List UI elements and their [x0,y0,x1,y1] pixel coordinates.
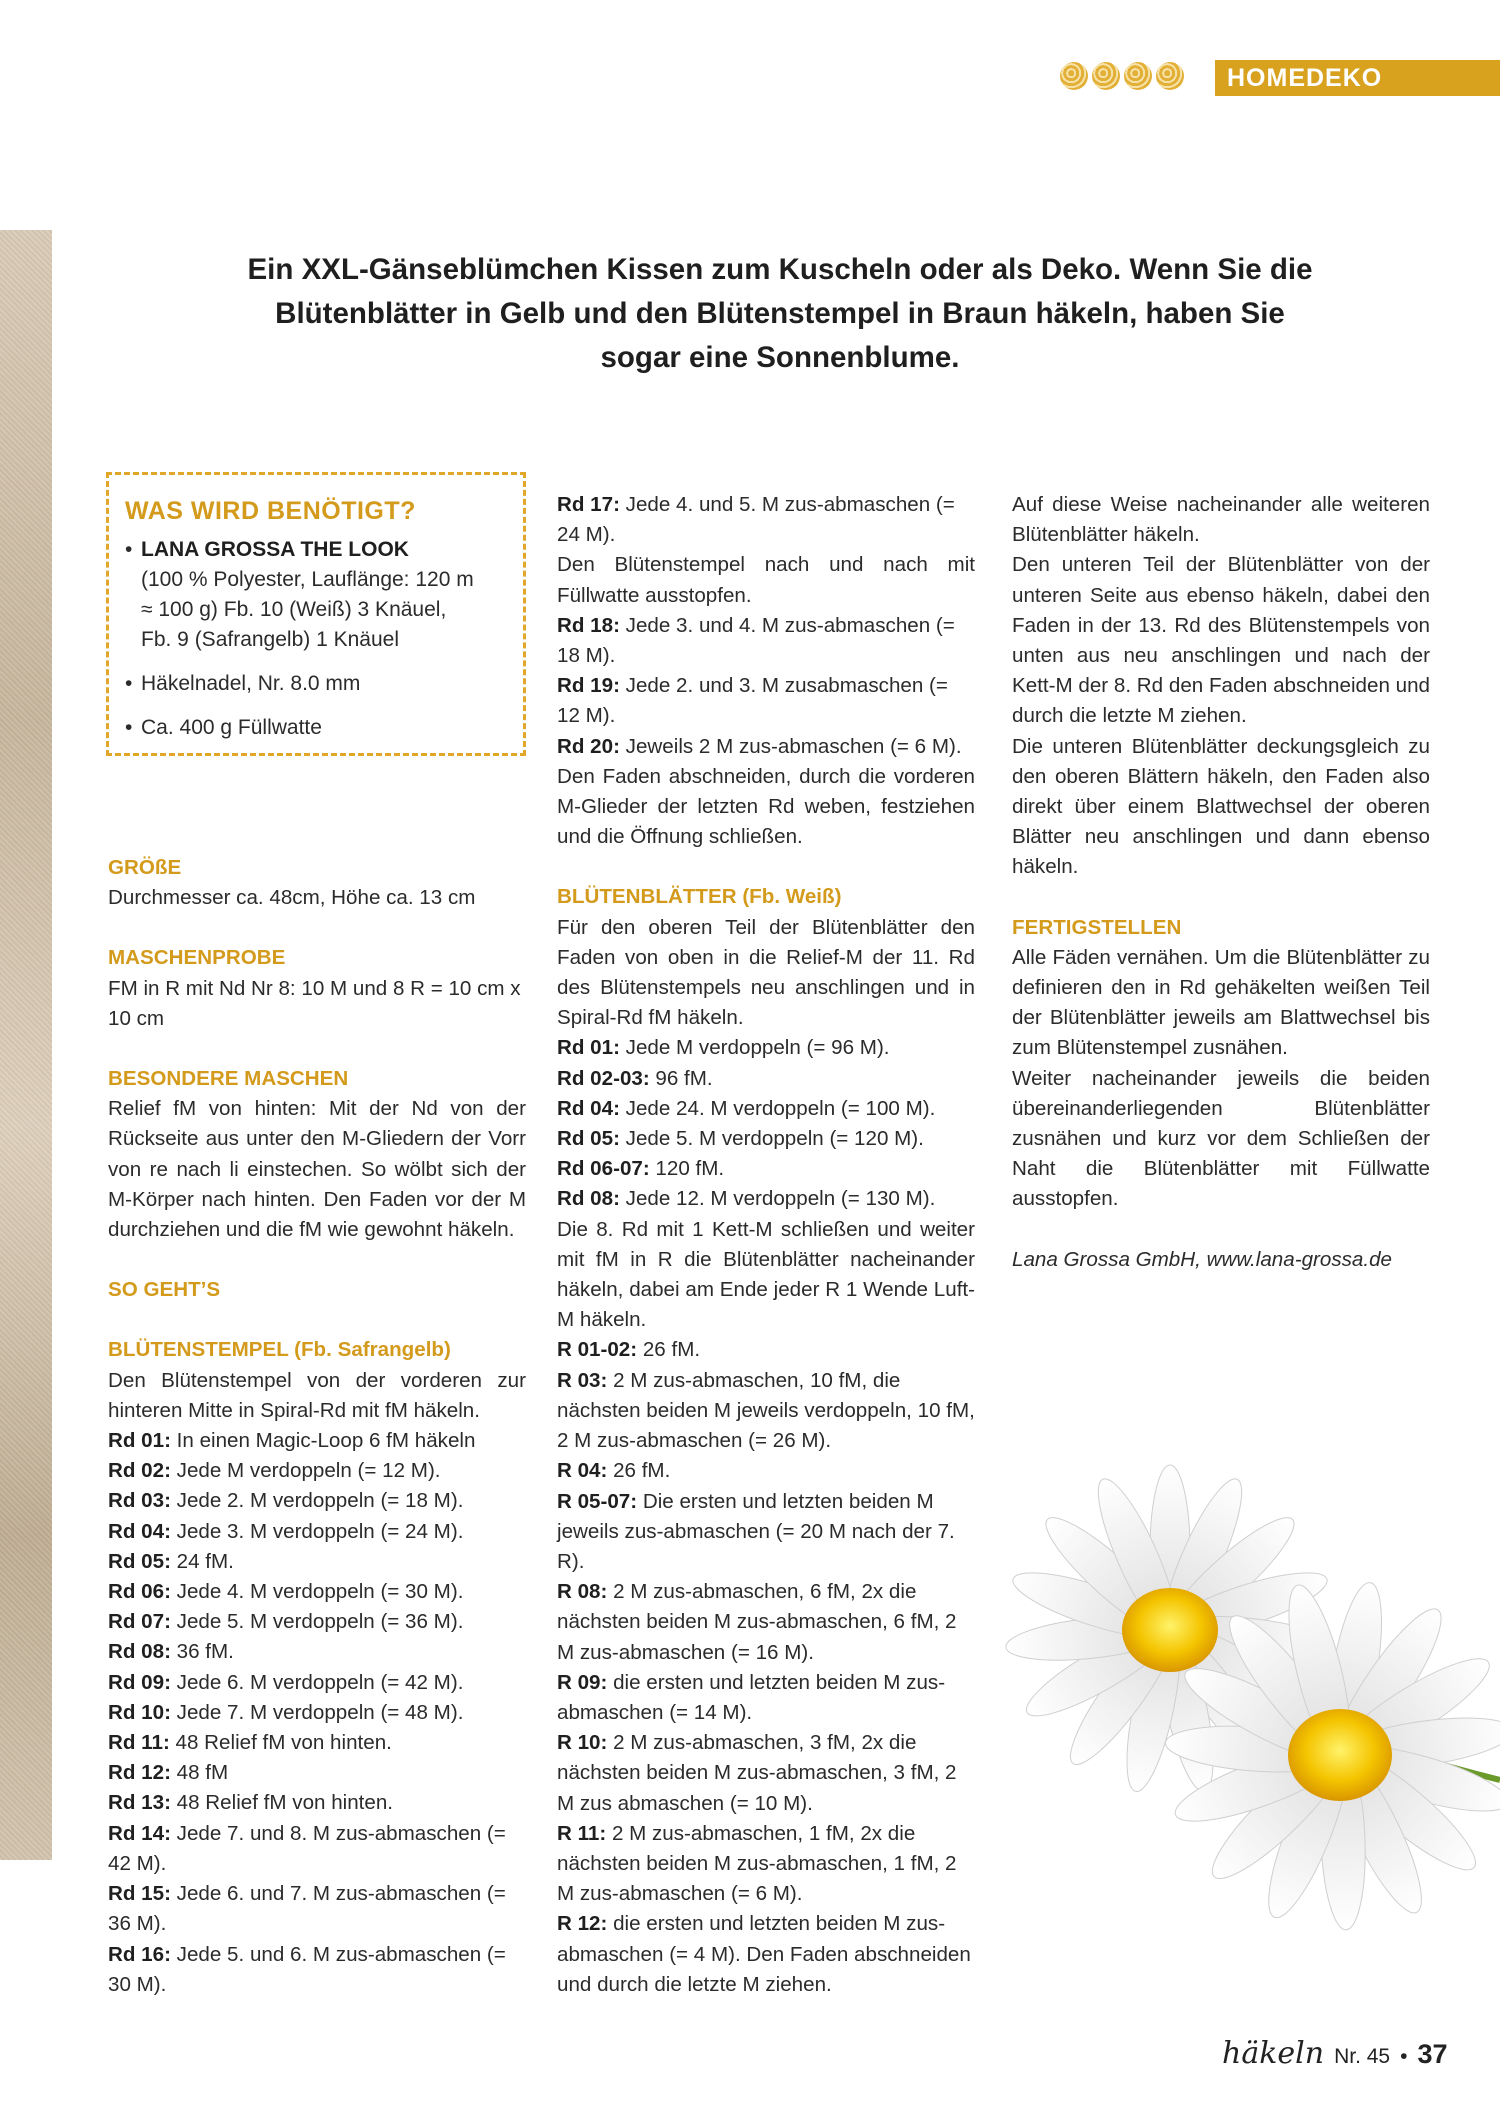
magazine-name: häkeln [1222,2036,1325,2071]
round-20 [557,732,975,762]
round-text: 26 fM. [637,1338,701,1362]
round-text: 48 Relief fM von hinten. [169,1731,392,1755]
round-row [557,1819,975,1910]
round-text: Jede 3. M verdoppeln (= 24 M). [170,1519,464,1543]
round-row [557,1668,975,1728]
round-row [108,1879,526,1939]
yarn-detail: ≈ 100 g) Fb. 10 (Weiß) 3 Knäuel, [141,598,447,621]
round-label: Rd 05: [108,1549,171,1573]
round-row [108,1940,526,2000]
intro-line: Ein XXL-Gänseblümchen Kissen zum Kuscheln oder als Deko. Wenn Sie die [247,253,1313,286]
round-label: R 05-07: [557,1489,638,1513]
intro-line: Blütenblätter in Gelb und den Blütenstempel in Braun häkeln, haben Sie [275,297,1285,330]
round-text: Jede 4. und 5. M zus-abmaschen (= 24 M). [557,493,955,547]
heading-gauge: MASCHENPROBE [108,946,286,970]
yarn-detail: Fb. 9 (Safrangelb) 1 Knäuel [141,628,399,651]
round-text: 48 fM [170,1761,229,1785]
round-label: Rd 18: [557,613,620,637]
round-text: Jede M verdoppeln (= 96 M). [619,1036,890,1060]
round-text: Jede 3. und 4. M zus-abmaschen (= 18 M). [557,613,955,668]
petal-rounds [557,1033,975,1214]
heading-special-stitches: BESONDERE MASCHEN [108,1067,349,1091]
page-number: 37 [1417,2039,1448,2069]
round-row [108,1517,526,1547]
round-label: Rd 03: [108,1489,171,1513]
round-label: Rd 07: [108,1610,171,1634]
round-row [557,1728,975,1819]
round-label: Rd 15: [108,1882,171,1906]
round-text: Jede 2. und 3. M zusabmaschen (= 12 M). [557,674,948,728]
round-row [557,1094,975,1124]
gauge-text: FM in R mit Nd Nr 8: 10 M und 8 R = 10 cm x 10 cm [108,976,521,1030]
round-text: In einen Magic-Loop 6 fM häkeln [170,1429,476,1453]
round-label: Rd 05: [557,1127,620,1151]
round-19 [557,671,975,731]
yarn-ball-icon [1092,62,1120,90]
round-row [108,1607,526,1637]
credit-line: Lana Grossa GmbH, www.lana-grossa.de [1012,1247,1393,1271]
pistil-rows [108,1426,526,2000]
fabric-photo [0,230,52,1860]
yarn-name: LANA GROSSA THE LOOK [141,538,409,561]
page-footer [1222,2036,1448,2071]
round-text: Jede 6. M verdoppeln (= 42 M). [170,1670,464,1694]
materials-item-filling: • Ca. 400 g Füllwatte [125,713,509,743]
yarn-ball-icon [1124,62,1152,90]
round-row [557,1909,975,2000]
petals-align: Die unteren Blütenblätter deckungsgleich zu den oberen Blättern häkeln, den Faden also direkt über einem Blattwechsel der oberen Blätter neu anschlingen und dann ebenso häkeln. [1012,734,1430,879]
round-label: R 11: [557,1821,607,1845]
heading-finishing: FERTIGSTELLEN [1012,915,1182,939]
column-2 [557,490,975,2000]
round-label: R 03: [557,1368,608,1392]
intro-line: sogar eine Sonnenblume. [600,341,960,374]
pistil-intro: Den Blütenstempel von der vorderen zur hinteren Mitte in Spiral-Rd mit fM häkeln. [108,1368,526,1422]
round-label: Rd 08: [108,1640,171,1664]
finishing-text-2: Weiter nacheinander jeweils die beiden übereinanderliegenden Blütenblätter zusnähen und kurz vor dem Schließen der Naht die Blütenblätter mit Füllwatte ausstopfen. [1012,1066,1430,1211]
round-row [557,1456,975,1486]
round-row [557,1124,975,1154]
round-label: Rd 01: [557,1036,620,1060]
round-text: Jede 12. M verdoppeln (= 130 M). [619,1187,936,1211]
round-row [557,1487,975,1578]
round-row [108,1668,526,1698]
round-text: Jede 5. M verdoppeln (= 36 M). [170,1610,464,1634]
round-text: Jeweils 2 M zus-abmaschen (= 6 M). [619,734,962,758]
yarn-ball-icon [1060,62,1088,90]
round-row [108,1788,526,1818]
round-18 [557,611,975,671]
round-label: Rd 17: [557,493,620,516]
special-stitches-text: Relief fM von hinten: Mit der Nd von der Rückseite aus unter den M-Gliedern der Vorr von re nach li einstechen. So wölbt sich der M-Körper nach hinten. Den Faden vor der M durchziehen und die fM wie gewohnt häkeln. [108,1097,526,1242]
round-label: Rd 10: [108,1700,171,1724]
round-label: Rd 06-07: [557,1157,650,1181]
round-row [108,1758,526,1788]
round-row [108,1728,526,1758]
round-row [557,1366,975,1457]
materials-title: WAS WIRD BENÖTIGT? [125,497,416,525]
round-row [108,1819,526,1879]
round-text: 26 fM. [607,1459,671,1483]
round-label: Rd 02-03: [557,1066,650,1090]
round-row [108,1637,526,1667]
petals-intro: Für den oberen Teil der Blütenblätter den Faden von oben in die Relief-M der 11. Rd des Blütenstempels neu anschlingen und in Spiral-Rd fM häkeln. [557,915,975,1030]
round-text: Jede M verdoppeln (= 12 M). [170,1459,441,1483]
round-label: Rd 01: [108,1429,171,1453]
round-label: Rd 09: [108,1670,171,1694]
round-label: Rd 19: [557,674,620,698]
round-row [108,1547,526,1577]
round-text: 48 Relief fM von hinten. [170,1791,394,1815]
round-text: Jede 6. und 7. M zus-abmaschen (= 36 M). [108,1882,506,1936]
materials-item-hook: • Häkelnadel, Nr. 8.0 mm [125,669,509,699]
round-text: Jede 5. und 6. M zus-abmaschen (= 30 M). [108,1942,506,1996]
round-label: Rd 11: [108,1731,170,1755]
size-text: Durchmesser ca. 48cm, Höhe ca. 13 cm [108,886,476,910]
petals-lower: Den unteren Teil der Blütenblätter von der unteren Seite aus ebenso häkeln, dabei den Faden in der 13. Rd des Blütenstempels von unten aus neu anschlingen und nach der Kett-M der 8. Rd den Faden abschneiden und durch die letzte M ziehen. [1012,553,1430,728]
round-text: Jede 5. M verdoppeln (= 120 M). [619,1127,924,1151]
round-label: Rd 04: [557,1096,620,1120]
heading-pistil: BLÜTENSTEMPEL (Fb. Safrangelb) [108,1338,451,1362]
round-text: 2 M zus-abmaschen, 3 fM, 2x die nächsten beiden M zus-abmaschen, 3 fM, 2 M zus abmaschen (= 10 M). [557,1731,957,1815]
round-row [108,1698,526,1728]
round-text: Jede 7. und 8. M zus-abmaschen (= 42 M). [108,1821,506,1875]
round-row [557,1184,975,1214]
yarn-balls-logo [1060,62,1184,90]
round-text: die ersten und letzten beiden M zus-abmaschen (= 4 M). Den Faden abschneiden und durch die letzte M ziehen. [557,1912,971,1996]
column-1 [108,853,526,2000]
issue-number: Nr. 45 [1334,2045,1391,2068]
round-text: Jede 4. M verdoppeln (= 30 M). [170,1580,464,1604]
round-row [108,1456,526,1486]
round-label: Rd 08: [557,1187,620,1211]
round-label: R 12: [557,1912,608,1936]
round-text: 24 fM. [170,1549,234,1573]
footer-bullet: • [1400,2045,1408,2068]
finish-pistil-note: Den Faden abschneiden, durch die vorderen M-Glieder der letzten Rd weben, festziehen und die Öffnung schließen. [557,764,975,849]
round-text: 120 fM. [649,1157,725,1181]
round-row [108,1426,526,1456]
round-label: R 08: [557,1580,608,1604]
round-text: Jede 2. M verdoppeln (= 18 M). [170,1489,464,1513]
column-3 [1012,490,1430,1275]
petals-row-note: Die 8. Rd mit 1 Kett-M schließen und weiter mit fM in R die Blütenblätter nacheinander häkeln, dabei am Ende jeder R 1 Wende Luft-M häkeln. [557,1217,975,1332]
round-label: Rd 06: [108,1580,171,1604]
petals-repeat: Auf diese Weise nacheinander alle weiteren Blütenblätter häkeln. [1012,493,1430,547]
round-row [557,1064,975,1094]
round-row [557,1033,975,1063]
stuffing-note: Den Blütenstempel nach und nach mit Füllwatte ausstopfen. [557,553,975,607]
intro-text [230,248,1330,380]
materials-item-yarn [125,535,509,655]
round-label: Rd 12: [108,1761,171,1785]
round-label: R 04: [557,1459,608,1483]
yarn-detail: (100 % Polyester, Lauflänge: 120 m [141,568,474,591]
round-text: 2 M zus-abmaschen, 10 fM, die nächsten beiden M jeweils verdoppeln, 10 fM, 2 M zus-abmaschen (= 26 M). [557,1368,975,1453]
daisy-illustration [1000,1400,1500,1940]
round-label: Rd 16: [108,1942,171,1966]
round-17 [557,490,975,550]
heading-size: GRÖßE [108,856,182,879]
round-label: Rd 14: [108,1821,171,1845]
round-row [557,1154,975,1184]
round-row [557,1577,975,1668]
round-label: Rd 02: [108,1459,171,1483]
round-text: 2 M zus-abmaschen, 1 fM, 2x die nächsten beiden M zus-abmaschen, 1 fM, 2 M zus-abmaschen (= 6 M). [557,1821,957,1906]
round-text: die ersten und letzten beiden M zus-abmaschen (= 14 M). [557,1670,946,1724]
round-label: Rd 04: [108,1519,171,1543]
round-row [108,1486,526,1516]
heading-instructions: SO GEHT’S [108,1278,221,1302]
round-text: Jede 7. M verdoppeln (= 48 M). [170,1700,464,1724]
round-row [108,1577,526,1607]
finishing-text-1: Alle Fäden vernähen. Um die Blütenblätter zu definieren den in Rd gehäkelten weißen Teil der Blütenblätter jeweils am Blattwechsel bis zum Blütenstempel zusnähen. [1012,945,1430,1060]
round-label: R 09: [557,1670,608,1694]
round-label: Rd 20: [557,734,620,758]
round-text: 96 fM. [649,1066,713,1090]
yarn-ball-icon [1156,62,1184,90]
round-text: 36 fM. [170,1640,234,1664]
round-row [557,1335,975,1365]
round-text: Jede 24. M verdoppeln (= 100 M). [619,1096,936,1120]
section-tag: HOMEDEKO [1215,60,1500,96]
materials-box [106,472,526,756]
round-label: Rd 13: [108,1791,171,1815]
heading-petals: BLÜTENBLÄTTER (Fb. Weiß) [557,885,842,909]
round-text: 2 M zus-abmaschen, 6 fM, 2x die nächsten beiden M zus-abmaschen, 6 fM, 2 M zus-abmaschen (= 16 M). [557,1580,957,1664]
petal-rows [557,1335,975,1999]
round-label: R 01-02: [557,1338,638,1362]
round-text: Die ersten und letzten beiden M jeweils zus-abmaschen (= 20 M nach der 7. R). [557,1489,955,1573]
round-label: R 10: [557,1731,608,1755]
